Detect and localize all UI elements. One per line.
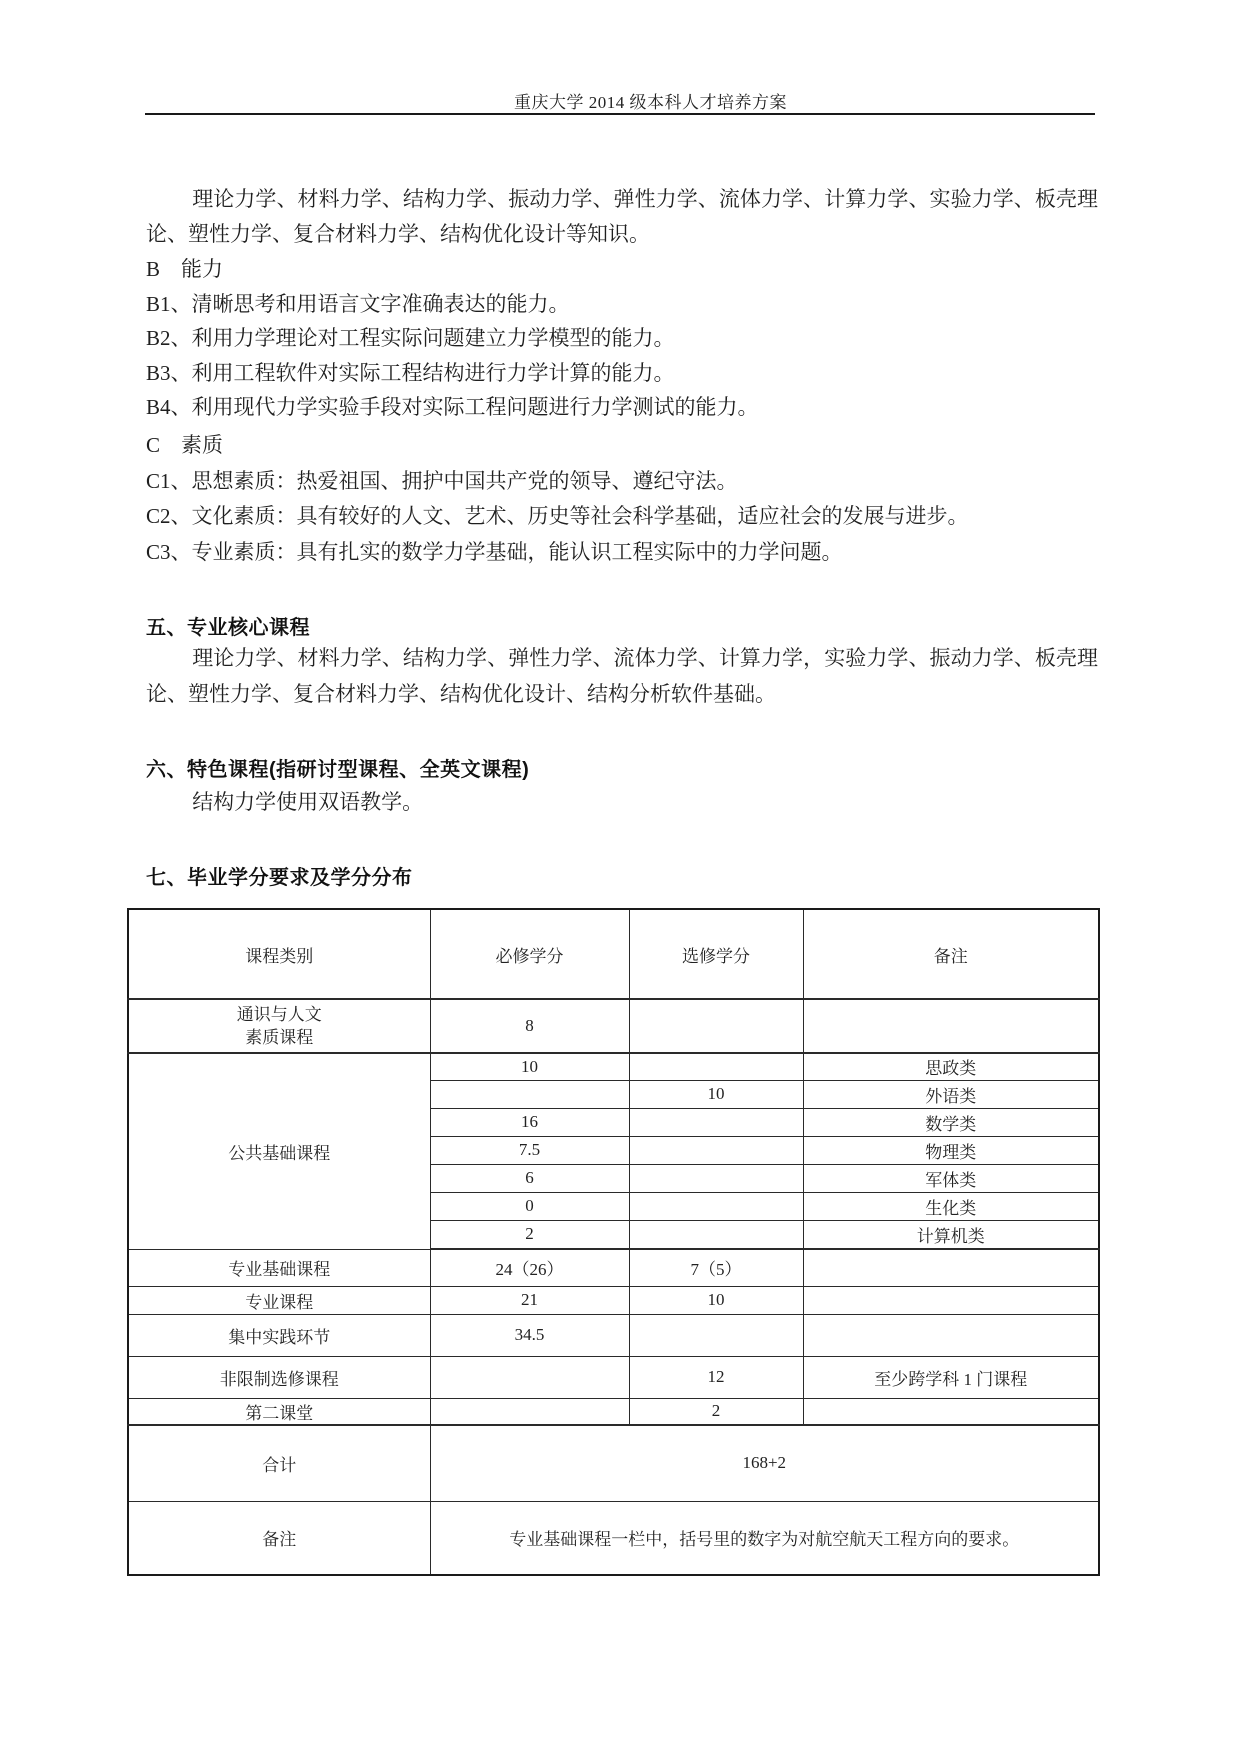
credits-table: [127, 908, 1100, 1576]
cell-required-credits: 16: [430, 1108, 629, 1136]
cell-note: 生化类: [803, 1192, 1099, 1220]
cell-note: 至少跨学科 1 门课程: [803, 1356, 1099, 1398]
cell-note: [803, 1398, 1099, 1425]
ability-item: B2、利用力学理论对工程实际问题建立力学模型的能力。: [146, 326, 675, 350]
ability-heading: B 能力: [146, 257, 224, 281]
cell-note: 外语类: [803, 1080, 1099, 1108]
cell-total-value: 168+2: [430, 1425, 1099, 1502]
cell-elective-credits: [629, 1164, 803, 1192]
cell-note: [803, 1314, 1099, 1356]
cell-required-credits: 7.5: [430, 1136, 629, 1164]
cell-required-credits: [430, 1398, 629, 1425]
quality-heading: C 素质: [146, 433, 224, 457]
cell-required-credits: 0: [430, 1192, 629, 1220]
cell-elective-credits: 7（5）: [629, 1249, 803, 1286]
cell-required-credits: 34.5: [430, 1314, 629, 1356]
cell-elective-credits: 10: [629, 1080, 803, 1108]
cell-category: 专业基础课程: [128, 1249, 430, 1286]
cell-elective-credits: [629, 1136, 803, 1164]
quality-item: C1、思想素质：热爱祖国、拥护中国共产党的领导、遵纪守法。: [146, 468, 738, 493]
cell-elective-credits: [629, 1220, 803, 1249]
cell-required-credits: 8: [430, 999, 629, 1053]
cell-note: 数学类: [803, 1108, 1099, 1136]
col-header-elective: 选修学分: [629, 909, 803, 999]
cell-note: 物理类: [803, 1136, 1099, 1164]
ability-item: B1、清晰思考和用语言文字准确表达的能力。: [146, 291, 570, 316]
cell-category-general: [128, 999, 430, 1053]
cell-required-credits: 6: [430, 1164, 629, 1192]
cell-elective-credits: 10: [629, 1286, 803, 1314]
cell-required-credits: 10: [430, 1053, 629, 1080]
cell-note: [803, 1286, 1099, 1314]
cell-note: [803, 999, 1099, 1053]
cell-elective-credits: [629, 1108, 803, 1136]
cell-elective-credits: 12: [629, 1356, 803, 1398]
cell-elective-credits: 2: [629, 1398, 803, 1425]
special-courses-paragraph: 结构力学使用双语教学。: [192, 790, 424, 814]
page-header-title: 重庆大学 2014 级本科人才培养方案: [514, 93, 787, 112]
ability-item: B3、利用工程软件对实际工程结构进行力学计算的能力。: [146, 360, 675, 385]
col-header-category: 课程类别: [128, 909, 430, 999]
ability-item: B4、利用现代力学实验手段对实际工程问题进行力学测试的能力。: [146, 395, 759, 419]
cell-elective-credits: [629, 999, 803, 1053]
knowledge-paragraph: 理论力学、材料力学、结构力学、振动力学、弹性力学、流体力学、计算力学、实验力学、板壳理论、塑性力学、复合材料力学、结构优化设计等知识。: [146, 187, 1098, 246]
core-courses-paragraph: 理论力学、材料力学、结构力学、弹性力学、流体力学、计算力学，实验力学、振动力学、板壳理论、塑性力学、复合材料力学、结构优化设计、结构分析软件基础。: [146, 646, 1098, 706]
quality-item: C2、文化素质：具有较好的人文、艺术、历史等社会科学基础，适应社会的发展与进步。: [146, 504, 969, 529]
quality-list: [146, 428, 1098, 571]
cell-category: 第二课堂: [128, 1398, 430, 1425]
quality-item: C3、专业素质：具有扎实的数学力学基础，能认识工程实际中的力学问题。: [146, 540, 843, 565]
cell-category-total: 合计: [128, 1425, 430, 1502]
cell-remark-value: 专业基础课程一栏中，括号里的数字为对航空航天工程方向的要求。: [430, 1502, 1099, 1575]
col-header-note: 备注: [803, 909, 1099, 999]
section-heading-core-courses: 五、专业核心课程: [146, 617, 310, 639]
ability-list: [146, 252, 1098, 425]
cell-elective-credits: [629, 1314, 803, 1356]
cell-category-public-basic: 公共基础课程: [128, 1053, 430, 1249]
cell-required-credits: [430, 1356, 629, 1398]
cell-category: 集中实践环节: [128, 1314, 430, 1356]
cell-elective-credits: [629, 1192, 803, 1220]
cell-category: 非限制选修课程: [128, 1356, 430, 1398]
cell-note: 军体类: [803, 1164, 1099, 1192]
cell-category-line: 素质课程: [245, 1028, 314, 1047]
section-heading-special-courses: 六、特色课程(指研讨型课程、全英文课程): [146, 759, 530, 781]
section-heading-credit-requirements: 七、毕业学分要求及学分分布: [146, 867, 413, 889]
cell-required-credits: 21: [430, 1286, 629, 1314]
cell-required-credits: 2: [430, 1220, 629, 1249]
cell-note: 计算机类: [803, 1220, 1099, 1249]
cell-note: 思政类: [803, 1053, 1099, 1080]
cell-required-credits: 24（26）: [430, 1249, 629, 1286]
cell-category-remark: 备注: [128, 1502, 430, 1575]
cell-required-credits: [430, 1080, 629, 1108]
col-header-required: 必修学分: [430, 909, 629, 999]
cell-category-line: 通识与人文: [236, 1005, 322, 1024]
cell-category: 专业课程: [128, 1286, 430, 1314]
header-rule: [145, 113, 1095, 115]
cell-note: [803, 1249, 1099, 1286]
cell-elective-credits: [629, 1053, 803, 1080]
